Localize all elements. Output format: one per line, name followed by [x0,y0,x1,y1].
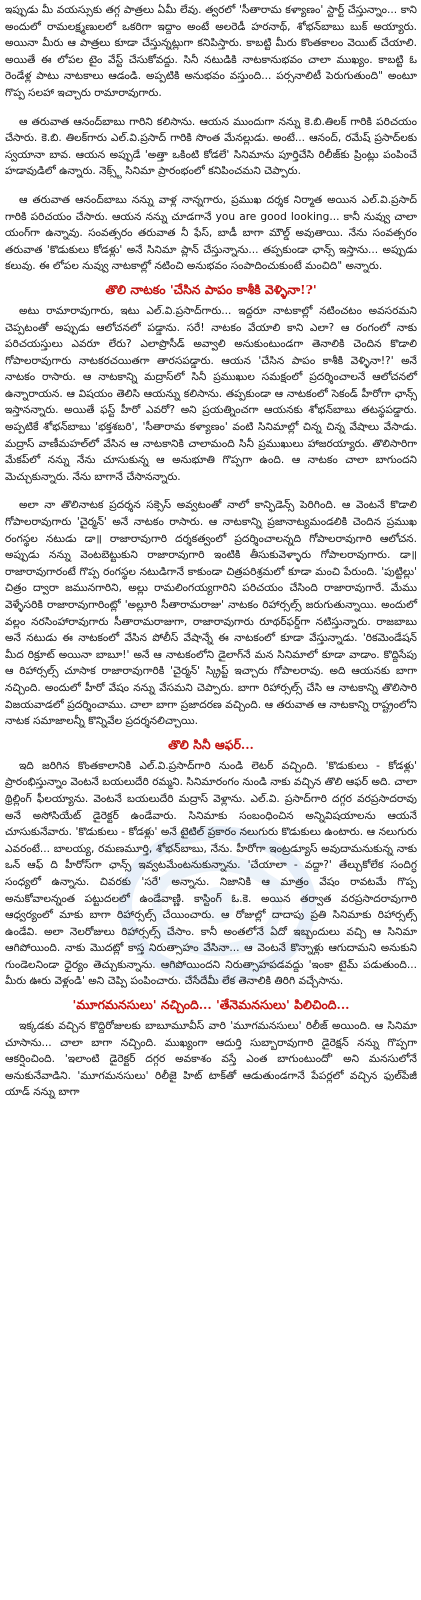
section-heading-mooga-manasulu: 'మూగమనసులు' నచ్చింది... 'తేనెమనసులు' పిలిచింది... [72,997,350,1013]
section1-paragraph-1: అటు రామారావుగారు, ఇటు ఎల్.వి.ప్రసాద్‌గారు... ఇద్దరూ నాటకాల్లో నటించటం అవసరమని చెప్పటంతో అప్పుడు ఆలోచనలో పడ్డాను. సరే! నాటకం వేయాలి కాని ఎలా? ఆ రంగంలో నాకు పరిచయస్తులు ఎవరూ లేరు? ఎలాప్రొసీడ్ అవ్వాలి అనుకుంటుండగా తెనాలికి చెందిన కొడాలి గోపాలరావుగారు నాటకరచయితగా తారసపడ్డారు. ఆయన 'చేసిన పాపం కాశీకి వెళ్ళినా!?' అనే నాటకం రాసారు. ఆ నాటకాన్ని మద్రాస్‌లో సినీ ప్రముఖుల సమక్షంలో ప్రదర్శించాలనే ఆలోచనలో ఉన్నారాయన. ఆ విషయం తెలిసి ఆయన్ను కలిసాను. తప్పకుండా ఆ నాటకంలో సెకండ్ హీరోగా ఛాన్స్ ఇస్తానన్నారు. అయితే ఫస్ట్ హీరో ఎవరో? అని ప్రయత్నించగా ఆయనకు శోభన్‌బాబు తటస్థపడ్డారు. అప్పటికే శోభన్‌బాబు 'భక్తశబరి', 'సీతారామ కళ్యాణం' వంటి సినిమాల్లో చిన్న చిన్న వేషాలు వేసాడు. మద్రాస్ వాణీమహల్‌లో వేసిన ఆ నాటకానికి చాలామంది సినీ ప్రముఖులు హాజరయ్యారు. తొలిసారిగా మేకప్‌లో నన్ను నేను చూసుకున్న ఆ అనుభూతి గొప్పగా ఉంది. ఆ నాటకం చాలా బాగుందని మెచ్చుకున్నారు. నేను బాగానే చేసానన్నారు. [5,304,417,483]
section-heading-first-film-offer: తొలి సినీ ఆఫర్... [168,736,254,752]
section1-paragraph-2: అలా నా తొలినాటక ప్రదర్శన సక్సెస్ అవ్వటంతో నాలో కాన్ఫిడెన్స్ పెరిగింది. ఆ వెంటనే కొడాలి గోపాలరావుగారు 'చైర్మన్' అనే నాటకం రాసారు. ఆ నాటకాన్ని ప్రజానాట్యమండలికి చెందిన ప్రముఖ రంగస్థల నటుడు డా॥ రాజారావుగారి దర్శకత్వంలో ప్రదర్శించాలన్నది గోపాలరావుగారి ఆలోచన. అప్పుడు నన్ను వెంటబెట్టుకుని రాజారావుగారి ఇంటికి తీసుకువెళ్ళారు గోపాలరావుగారు. డా॥ రాజారావుగారంటే గొప్ప రంగస్థల నటుడిగానే కాకుండా చిత్రపరిశ్రమలో కూడా మంచి పేరుంది. 'పుట్టిల్లు' చిత్రం ద్వారా జమునగారిని, అల్లు రామలింగయ్యగారిని పరిచయం చేసింది రాజారావుగారే. మేము వెళ్ళేసరికి రాజారావుగారింట్లో 'అల్లూరి సీతారామరాజు' నాటకం రిహార్సల్స్ జరుగుతున్నాయి. అందులో వల్లం నరసింహారావుగారు సీతారామరాజుగా, రాజారావుగారు రూథర్‌ఫర్డ్‌గా నటిస్తున్నారు. రాజబాబు అనే నటుడు ఈ నాటకంలో వేసిన పోలీస్ వేషాన్నే ఈ నాటకంలో కూడా వేస్తున్నాడు. 'రికమెండేషన్ మీద రిక్రూట్ అయినా బాబూ!' అనే ఆ నాటకంలోని డైలాగ్‌నే మన సినిమాలో కూడా వాడాం. కొద్దిసేపు ఆ రిహార్సల్స్ చూసాక రాజారావుగారికి 'చైర్మన్' స్క్రిప్ట్ ఇచ్చారు గోపాలరావు. అది ఆయనకు బాగా నచ్చింది. అందులో హీరో వేషం నన్ను వేసమని చెప్పారు. బాగా రిహార్సల్స్ చేసి ఆ నాటకాన్ని తొలిసారి విజయవాడలో ప్రదర్శించాము. చాలా బాగా ప్రజాదరణ వచ్చింది. ఆ తరువాత ఆ నాటకాన్ని రాష్ట్రంలోని నాటక సమాజాలన్నీ కొన్నివేల ప్రదర్శనలిచ్చాయి. [5,499,417,728]
section-heading-first-play: తొలి నాటకం 'చేసిన పాపం కాశీకి వెళ్ళినా!?' [105,281,317,297]
intro-paragraph-2: ఆ తరువాత ఆనంద్‌బాబు గారిని కలిసాను. ఆయన ముందుగా నన్ను కె.బి.తిలక్ గారికి పరిచయం చేసారు. కె.బి. తిలక్‌గారు ఎల్.వి.ప్రసాద్ గారికి సొంత మేనల్లుడు. అంటే... ఆనంద్, రమేష్ ప్రసాద్‌లకు స్వయానా బావ. ఆయన అప్పుడే 'అత్తా ఒకింటి కోడలే' సినిమాను పూర్తిచేసి రిలీజ్‌కు ప్రింట్లు పంపించే హడావుడిలో ఉన్నారు. నెక్స్ట్ సినిమా ప్రారంభంలో కనిపించమని చెప్పారు. [5,115,417,178]
section2-paragraph-1: ఇది జరిగిన కొంతకాలానికి ఎల్.వి.ప్రసాద్‌గారి నుండి లెటర్ వచ్చింది. 'కొడుకులు - కోడళ్లు' ప్రారంభిస్తున్నాం వెంటనే బయలుదేరి రమ్మని. సినిమారంగం నుండి నాకు వచ్చిన తొలి ఆఫర్ అది. చాలా థ్రిల్లింగ్ ఫీలయ్యాను. వెంటనే బయలుదేరి మద్రాస్ వెళ్లాను. ఎల్.వి. ప్రసాద్‌గారి దగ్గర వరప్రసాదరావు అనే అసోసియేట్ డైరెక్టర్ ఉండేవారు. సినిమాకు సంబంధించిన అన్నివిషయాలను ఆయనే చూసుకునేవారు. 'కొడుకులు - కోడళ్లు' అనే టైటిల్ ప్రకారం నలుగురు కొడుకులు ఉంటారు. ఆ నలుగురు ఎవరంటే... బాలయ్య, రమణమూర్తి, శోభన్‌బాబు, నేను. హీరోగా ఇంట్రడ్యూస్ అవుదామనుకున్న నాకు ఒన్ ఆఫ్ ది హీరోస్‌గా ఛాన్స్ ఇవ్వటమేంటనుకున్నాను. 'చేయాలా - వద్దా?' తేల్చుకోలేక సందిగ్ధ సంధ్యలో ఉన్నాను. చివరకు 'సరే' అన్నాను. నిజానికి ఆ మాత్రం వేషం రావటమే గొప్ప అనుకోవాలన్నంత పట్టుదలలో ఉండేవాణ్ణి. కాస్టింగ్ ఓ.కె. అయిన తర్వాత వరప్రసాదరావుగారి ఆధ్వర్యంలో మాకు బాగా రిహార్సల్స్ చేయించారు. ఆ రోజుల్లో దాదాపు ప్రతి సినిమాకు రిహార్సల్స్ ఉండేవి. అలా నెలరోజులు రిహార్సల్స్ చేసాం. కానీ అంతలోనే ఏదో ఇబ్బందులు వచ్చి ఆ సినిమా ఆగిపోయింది. నాకు మొదట్లో కాస్త నిరుత్సాహం వేసినా... ఆ వెంటనే కొన్నాళ్లు ఆగుదామని అనుకుని గుండెలనిండా ధైర్యం తెచ్చుకున్నాను. ఆగిపోయిందని నిరుత్సాహపడవద్దు 'ఇంకా టైమ్ పడుతుంది... మీరు ఊరు వెళ్లండి' అని చెప్పి పంపించారు. చేసేదేమీ లేక తెనాలికి తిరిగి వచ్చేసాను. [5,759,417,988]
intro-paragraph-1: ఇప్పుడు మీ వయస్సుకు తగ్గ పాత్రలు ఏమీ లేవు. త్వరలో 'సీతారామ కళ్యాణం' స్టార్ట్ చేస్తున్నాం... కాని అందులో రామలక్ష్మణులలో ఒకరిగా ఇద్దాం అంటే అలరెడీ హరనాథ్, శోభన్‌బాబు బుక్ అయ్యారు. అయినా మీరు ఆ పాత్రలు కూడా చేస్తున్నట్లుగా కనిపిస్తారు. కాబట్టి మీరు కొంతకాలం వెయిట్ చేయాలి. అయితే ఈ లోపల టైం వేస్ట్ చేసుకోవద్దు. సినీ నటుడికి నాటకానుభవం చాలా ముఖ్యం. కాబట్టి ఓ రెండేళ్ల పాటు నాటకాలు ఆడండి. అప్పటికి అనుభవం వస్తుంది... పర్సనాలిటీ పెరుగుతుంది" అంటూ గొప్ప సలహా ఇచ్చారు రామారావుగారు. [5,4,417,99]
intro-paragraph-3: ఆ తరువాత ఆనంద్‌బాబు నన్ను వాళ్ల నాన్నగారు, ప్రముఖ దర్శక నిర్మాత అయిన ఎల్.వి.ప్రసాద్ గారికి పరిచయం చేసారు. ఆయన నన్ను చూడగానే you are good looking... కానీ నువ్వు చాలా యంగ్‌గా ఉన్నావు. సంవత్సరం తరువాత నీ ఫేస్, బాడీ బాగా మౌల్డ్ అవుతాయి. నేను సంవత్సరం తరువాత 'కొడుకులు కోడళ్లు' అనే సినిమా ప్లాన్ చేస్తున్నాను... తప్పకుండా ఛాన్స్ ఇస్తాను... అప్పుడు కలువు. ఈ లోపల నువ్వు నాటకాల్లో నటించి అనుభవం సంపాదించుకుంటే మంచిది" అన్నారు. [5,193,417,273]
section3-paragraph-1: ఇక్కడకు వచ్చిన కొద్దిరోజులకు బాబూమూవీస్ వారి 'మూగమనసులు' రిలీజ్ అయింది. ఆ సినిమా చూసాను... చాలా బాగా నచ్చింది. ముఖ్యంగా ఆదుర్తి సుబ్బారావుగారి డైరెక్షన్ నన్ను గొప్పగా ఆకర్షించింది. 'ఇలాంటి డైరెక్టర్ దగ్గర అవకాశం వస్తే ఎంత బాగుంటుందో' అని మనసులోనే అనుకునేవాడిని. 'మూగమనసులు' రిలీజై హిట్ టాక్‌తో ఆడుతుండగానే పేపర్లలో వచ్చిన ఫుల్‌పేజీ యాడ్ నన్ను బాగా [5,1020,417,1099]
